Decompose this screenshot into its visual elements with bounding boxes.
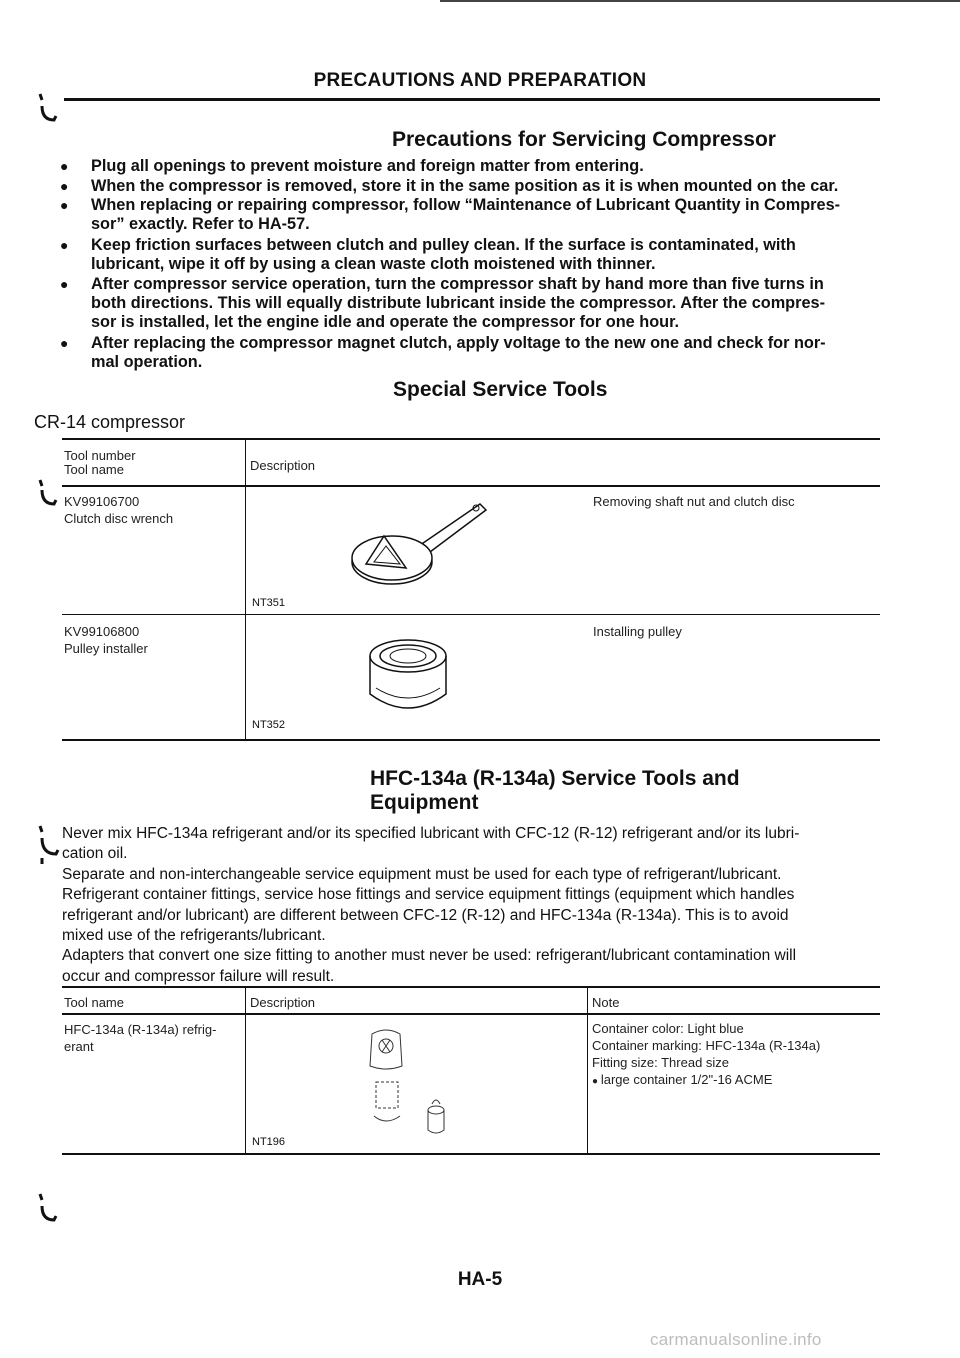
watermark-url: carmanualsonline.info: [650, 1330, 822, 1349]
tools-table-top-rule: [62, 438, 880, 440]
special-tools-title: Special Service Tools: [393, 378, 608, 401]
hfc-tool-name-line1: HFC-134a (R-134a) refrig-: [64, 1022, 217, 1037]
clutch-disc-wrench-icon: [330, 496, 490, 592]
hfc-title-line2: Equipment: [370, 791, 479, 814]
hfc-col-note: Note: [592, 995, 620, 1010]
bullet-dot-icon: ●: [60, 335, 69, 351]
tools-row-divider: [62, 614, 880, 615]
hfc-column-divider-1: [245, 988, 246, 1154]
hfc-table-bottom-rule: [62, 1153, 880, 1155]
bullet-text-line: sor” exactly. Refer to HA-57.: [91, 215, 310, 233]
col-tool-name: Tool name: [64, 462, 124, 477]
tools-header-rule: [62, 485, 880, 487]
refrigerant-container-icon: [356, 1026, 466, 1138]
tools-table-bottom-rule: [62, 739, 880, 741]
bullet-text-line: When the compressor is removed, store it in the same position as it is when mounted on the car.: [91, 177, 839, 195]
paragraph-line: Refrigerant container fittings, service hose fittings and service equipment fittings (equipment which handles: [62, 886, 795, 904]
figure-code-2: NT352: [252, 719, 286, 731]
compressor-subtitle: CR-14 compressor: [34, 412, 186, 432]
tool-description-2: Installing pulley: [593, 624, 682, 639]
bullet-text-line: Plug all openings to prevent moisture and foreign matter from entering.: [91, 157, 644, 175]
tool-name-2: Pulley installer: [64, 641, 148, 656]
hfc-col-description: Description: [250, 995, 316, 1010]
hfc-tool-name-line2: erant: [64, 1039, 94, 1054]
tool-number-1: KV99106700: [64, 494, 140, 509]
bullet-dot-icon: ●: [60, 197, 69, 213]
hfc-table-top-rule: [62, 986, 880, 988]
bullet-text-line: Keep friction surfaces between clutch and pulley clean. If the surface is contaminated, with: [91, 236, 796, 254]
note-bullet-icon: ●: [592, 1076, 601, 1087]
hfc-title-line1: HFC-134a (R-134a) Service Tools and: [370, 767, 740, 790]
pulley-installer-icon: [364, 636, 452, 716]
scan-edge-line: [440, 0, 960, 2]
revision-mark-icon: [36, 824, 62, 874]
precautions-title: Precautions for Servicing Compressor: [392, 128, 776, 151]
hfc-paragraph-text: [62, 824, 882, 987]
note-line: large container 1/2"-16 ACME: [600, 1072, 773, 1087]
paragraph-line: occur and compressor failure will result.: [62, 967, 335, 985]
tool-number-2: KV99106800: [64, 624, 140, 639]
tool-name-1: Clutch disc wrench: [64, 511, 174, 526]
col-description: Description: [250, 458, 316, 473]
revision-mark-icon: [36, 1192, 58, 1226]
paragraph-line: mixed use of the refrigerants/lubricant.: [62, 927, 326, 945]
revision-mark-icon: [36, 478, 58, 512]
bullet-text-line: lubricant, wipe it off by using a clean waste cloth moistened with thinner.: [91, 255, 656, 273]
bullet-text-line: After compressor service operation, turn the compressor shaft by hand more than five turns in: [91, 275, 824, 293]
hfc-notes: [592, 1020, 878, 1090]
bullet-dot-icon: ●: [60, 237, 69, 253]
bullet-text-line: When replacing or repairing compressor, follow “Maintenance of Lubricant Quantity in Compres-: [91, 196, 841, 214]
note-line: Container marking: HFC-134a (R-134a): [592, 1038, 821, 1053]
bullet-text-line: both directions. This will equally distribute lubricant inside the compressor. After the compres-: [91, 294, 825, 312]
col-tool-number: Tool number: [64, 448, 136, 463]
bullet-dot-icon: ●: [60, 158, 69, 174]
paragraph-line: Separate and non-interchangeable service equipment must be used for each type of refrigerant/lubricant.: [62, 865, 782, 883]
hfc-col-tool-name: Tool name: [64, 995, 124, 1010]
hfc-table-header-rule: [62, 1013, 880, 1015]
page-header-title: PRECAUTIONS AND PREPARATION: [313, 70, 647, 91]
page-number: HA-5: [457, 1269, 503, 1290]
figure-code-1: NT351: [252, 597, 286, 609]
note-line: Fitting size: Thread size: [592, 1055, 730, 1070]
bullet-dot-icon: ●: [60, 178, 69, 194]
hfc-column-divider-2: [587, 988, 588, 1154]
paragraph-line: Adapters that convert one size fitting to another must never be used: refrigerant/lubricant contamination will: [62, 947, 797, 965]
bullet-text-line: sor is installed, let the engine idle and operate the compressor for one hour.: [91, 313, 680, 331]
bullet-text-line: mal operation.: [91, 353, 203, 371]
paragraph-line: cation oil.: [62, 845, 128, 863]
paragraph-line: Never mix HFC-134a refrigerant and/or its specified lubricant with CFC-12 (R-12) refrigerant and/or its lubri-: [62, 825, 800, 842]
header-rule: [64, 98, 880, 101]
note-line: Container color: Light blue: [592, 1021, 744, 1036]
revision-mark-icon: [36, 92, 58, 126]
tools-column-divider: [245, 440, 246, 740]
bullet-text-line: After replacing the compressor magnet clutch, apply voltage to the new one and check for nor-: [91, 334, 826, 352]
hfc-figure-code: NT196: [252, 1136, 286, 1148]
paragraph-line: refrigerant and/or lubricant) are different between CFC-12 (R-12) and HFC-134a (R-134a). This is to avoid: [62, 906, 789, 924]
tool-description-1: Removing shaft nut and clutch disc: [593, 494, 795, 509]
bullet-dot-icon: ●: [60, 276, 69, 292]
